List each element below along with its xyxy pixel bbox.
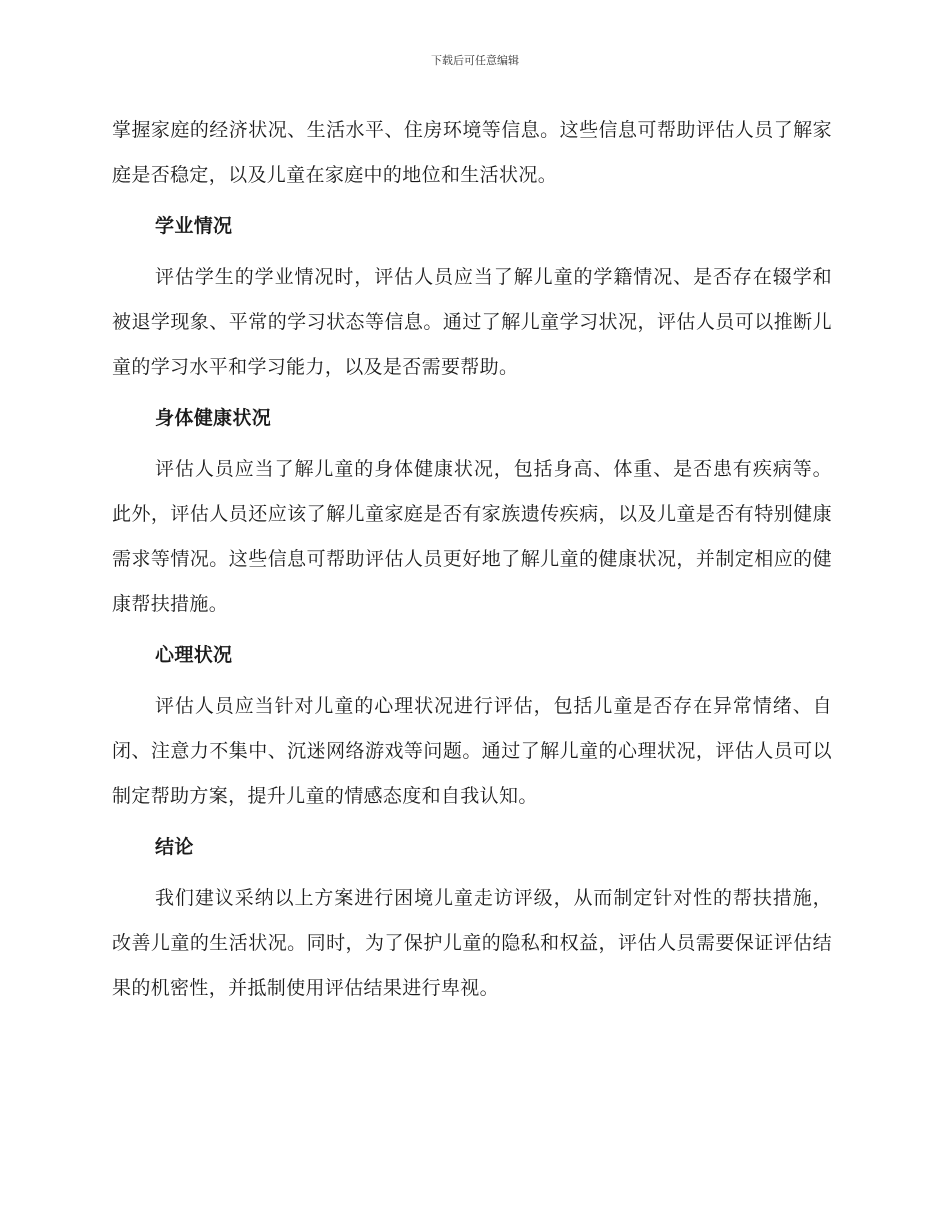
section-physical-health bbox=[112, 396, 832, 627]
page-header-note: 下载后可任意编辑 bbox=[431, 54, 519, 67]
section-mental-health bbox=[112, 633, 832, 819]
intro-paragraph: 掌握家庭的经济状况、生活水平、住房环境等信息。这些信息可帮助评估人员了解家庭是否稳定，以及儿童在家庭中的地位和生活状况。 bbox=[112, 119, 832, 186]
document-body bbox=[112, 108, 832, 1011]
section-heading: 身体健康状况 bbox=[155, 407, 272, 429]
section-heading: 学业情况 bbox=[155, 215, 233, 237]
section-paragraph: 评估人员应当了解儿童的身体健康状况，包括身高、体重、是否患有疾病等。此外，评估人员还应该了解儿童家庭是否有家族遗传疾病，以及儿童是否有特别健康需求等情况。这些信息可帮助评估人员更好地了解儿童的健康状况，并制定相应的健康帮扶措施。 bbox=[112, 458, 832, 615]
section-academic bbox=[112, 204, 832, 390]
section-heading: 结论 bbox=[155, 836, 194, 858]
section-conclusion bbox=[112, 825, 832, 1011]
section-paragraph: 我们建议采纳以上方案进行困境儿童走访评级，从而制定针对性的帮扶措施，改善儿童的生活状况。同时，为了保护儿童的隐私和权益，评估人员需要保证评估结果的机密性，并抵制使用评估结果进行卑视。 bbox=[112, 887, 832, 999]
section-heading: 心理状况 bbox=[155, 644, 233, 666]
section-paragraph: 评估人员应当针对儿童的心理状况进行评估，包括儿童是否存在异常情绪、自闭、注意力不集中、沉迷网络游戏等问题。通过了解儿童的心理状况，评估人员可以制定帮助方案，提升儿童的情感态度和自我认知。 bbox=[112, 695, 832, 807]
section-paragraph: 评估学生的学业情况时，评估人员应当了解儿童的学籍情况、是否存在辍学和被退学现象、平常的学习状态等信息。通过了解儿童学习状况，评估人员可以推断儿童的学习水平和学习能力，以及是否需要帮助。 bbox=[112, 266, 832, 378]
